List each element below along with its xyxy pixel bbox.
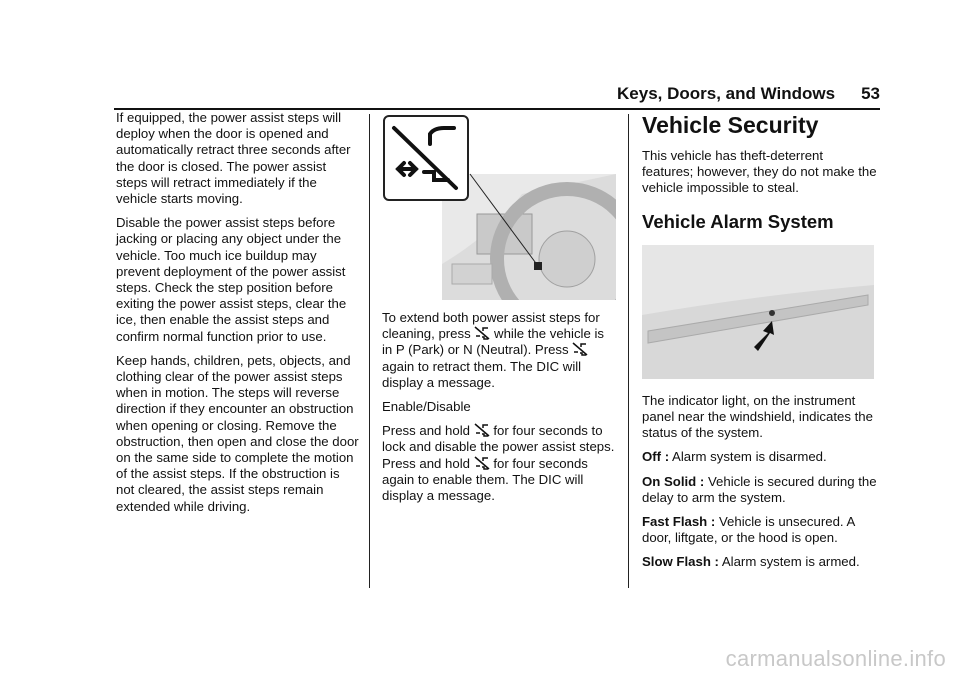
power-assist-steps-icon [474, 423, 490, 437]
paragraph: The indicator light, on the instrument panel near the windshield, indicates the status of the system. [642, 392, 873, 441]
status-item [642, 449, 877, 465]
subheading: Enable/Disable [382, 399, 471, 415]
section-heading: Vehicle Security [642, 112, 819, 138]
subsection-heading: Vehicle Alarm System [642, 210, 834, 232]
power-assist-steps-icon [572, 342, 588, 356]
text: for four seconds to lock and disable the power assist steps. Press and hold [382, 423, 615, 471]
status-text: Alarm system is armed. [721, 554, 860, 570]
paragraph: Keep hands, children, pets, objects, and clothing clear of the power assist steps when in motion. The steps will reverse direction if they encounter an obstruction when opening or closing. Remove the obstruction, then open and close the door on the same side to complete the motion of the assist steps. If the obstruction is not cleared, the assist steps remain extended while driving. [116, 352, 359, 514]
column-divider-2 [628, 114, 629, 588]
status-label: Off : [642, 449, 670, 465]
watermark: carmanualsonline.info [725, 646, 946, 671]
column-2 [382, 114, 617, 512]
status-text: Vehicle is unsecured. A door, liftgate, or the hood is open. [642, 514, 855, 546]
paragraph [382, 423, 617, 504]
text: while the vehicle is in P (Park) or N (Neutral). Press [382, 326, 604, 358]
alarm-indicator-illustration [642, 245, 874, 379]
status-label: Slow Flash : [642, 554, 719, 570]
dashboard-switch-illustration [382, 114, 616, 300]
status-item [642, 554, 877, 570]
paragraph: If equipped, the power assist steps will deploy when the door is opened and automatically retract three seconds after the door is closed. The power assist steps will retract immediately if the vehicle starts moving. [116, 110, 351, 207]
status-text: Alarm system is disarmed. [672, 449, 827, 465]
power-assist-steps-icon [474, 456, 490, 470]
text: Press and hold [382, 423, 470, 439]
page-header [560, 84, 880, 104]
power-assist-steps-icon [474, 326, 490, 340]
status-label: On Solid : [642, 473, 705, 489]
text: To extend both power assist steps for cleaning, press [382, 310, 600, 342]
section-title: Keys, Doors, and Windows [617, 84, 836, 103]
status-text: Vehicle is secured during the delay to arm the system. [642, 473, 877, 505]
status-label: Fast Flash : [642, 514, 716, 530]
paragraph: Disable the power assist steps before jacking or placing any object under the vehicle. Too much ice buildup may prevent deployment of the power assist steps. Check the step position before exiting the power assist steps, clear the ice, then enable the assist steps and confirm normal function prior to use. [116, 215, 347, 344]
page-number: 53 [861, 84, 880, 103]
column-divider-1 [369, 114, 370, 588]
paragraph: This vehicle has theft-deterrent features; however, they do not make the vehicle impossible to steal. [642, 148, 877, 196]
column-1 [116, 110, 361, 523]
status-item [642, 514, 877, 546]
column-3 [642, 110, 877, 579]
status-item [642, 474, 877, 506]
text: again to retract them. The DIC will display a message. [382, 358, 582, 390]
paragraph [382, 310, 617, 391]
text: for four seconds again to enable them. The DIC will display a message. [382, 455, 588, 504]
